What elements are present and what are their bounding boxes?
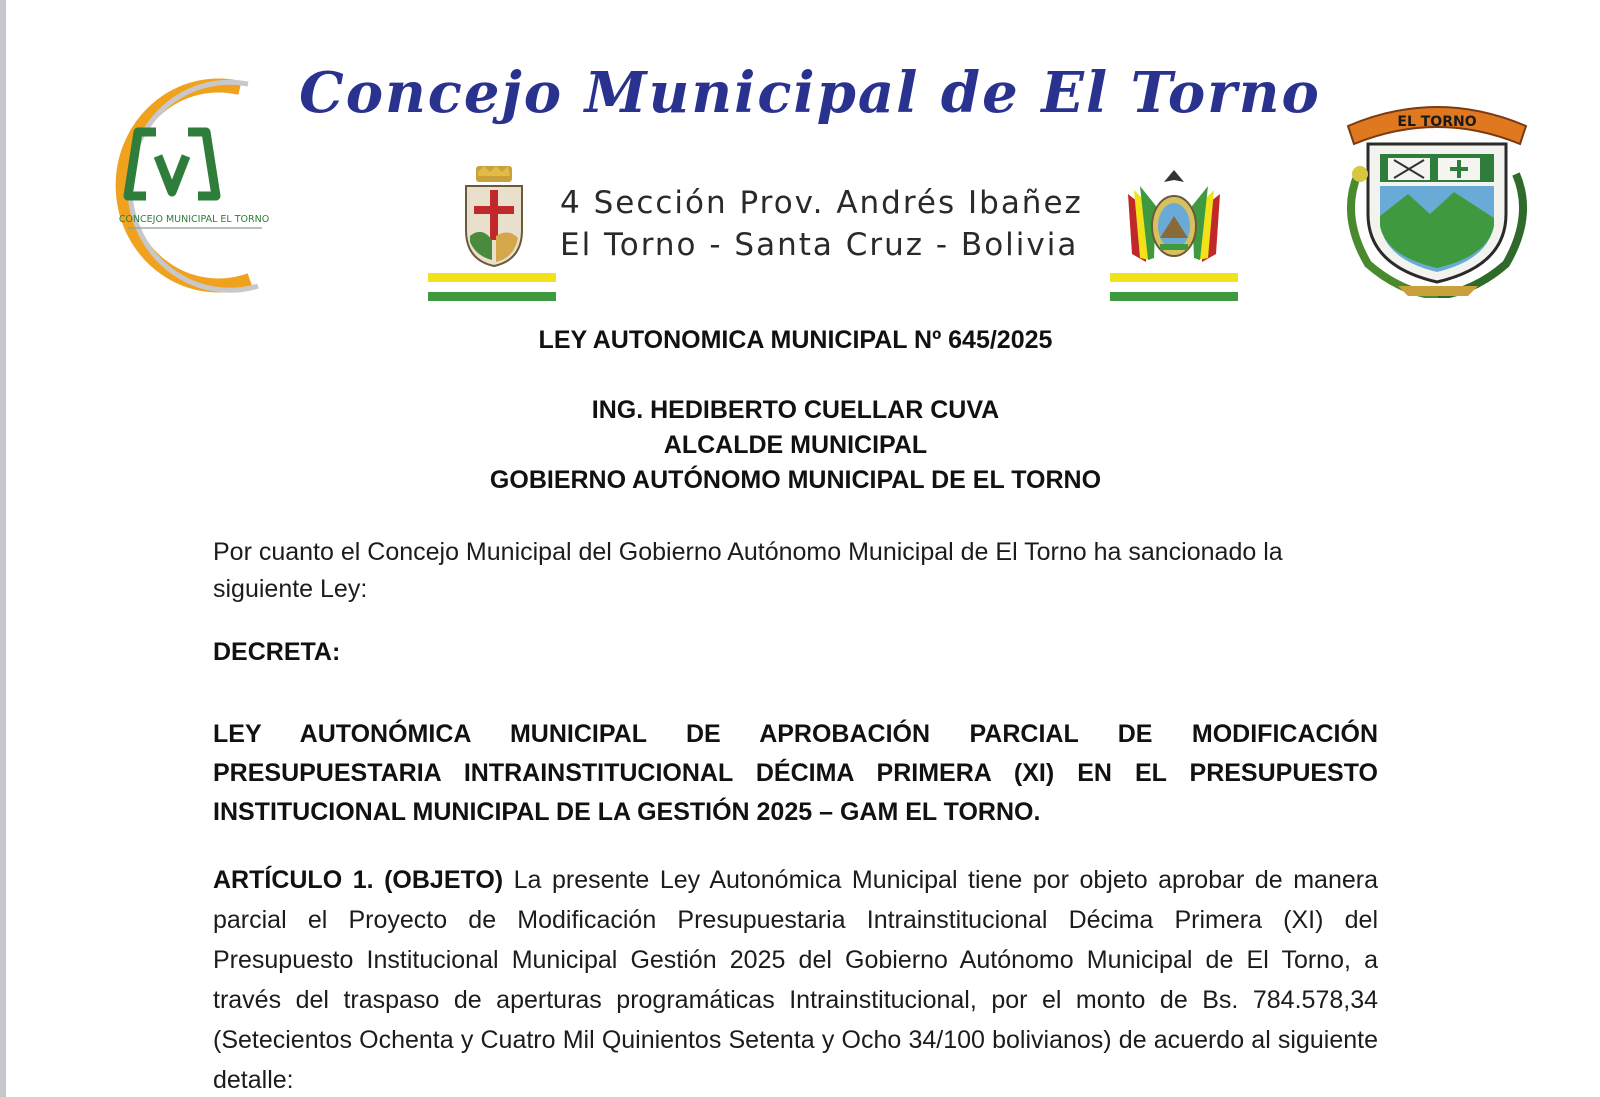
- flag-stripe-right: [1110, 273, 1238, 309]
- concejo-logo-icon: [72, 74, 272, 296]
- authority-block: [213, 393, 1378, 498]
- page-edge: [0, 0, 6, 1097]
- el-torno-crest-icon: [1338, 96, 1536, 298]
- article-1-text: La presente Ley Autonómica Municipal tiene por objeto aprobar de manera parcial el Proyecto de Modificación Presupuestaria Intrainstitucional Décima Primera (XI) del Presupuesto Institucional Municipal Gestión 2025 del Gobierno Autónomo Municipal de El Torno, a través del traspaso de aperturas programáticas Intrainstitucional, por el monto de Bs. 784.578,34 (Setecientos Ochenta y Cuatro Mil Quinientos Setenta y Ocho 34/100 bolivianos) de acuerdo al siguiente detalle:: [213, 866, 1378, 1094]
- institution-title: Concejo Municipal de El Torno: [299, 60, 1321, 126]
- official-role: ALCALDE MUNICIPAL: [663, 431, 928, 459]
- official-name: ING. HEDIBERTO CUELLAR CUVA: [591, 396, 1000, 424]
- law-number: LEY AUTONOMICA MUNICIPAL Nº 645/2025: [538, 326, 1053, 354]
- article-1-heading: ARTÍCULO 1. (OBJETO): [213, 866, 504, 894]
- bolivia-coat-of-arms-icon: [1118, 164, 1230, 272]
- law-title: LEY AUTONÓMICA MUNICIPAL DE APROBACIÓN PARCIAL DE MODIFICACIÓN PRESUPUESTARIA INTRAINSTITUCIONAL DÉCIMA PRIMERA (XI) EN EL PRESUPUESTO INSTITUCIONAL MUNICIPAL DE LA GESTIÓN 2025 – GAM EL TORNO.: [213, 720, 1378, 826]
- intro-paragraph: Por cuanto el Concejo Municipal del Gobierno Autónomo Municipal de El Torno ha sancionado la siguiente Ley:: [213, 538, 1283, 603]
- municipal-shield-icon: [462, 164, 526, 268]
- government-name: GOBIERNO AUTÓNOMO MUNICIPAL DE EL TORNO: [489, 466, 1102, 494]
- subtitle-line-2: El Torno - Santa Cruz - Bolivia: [560, 227, 1079, 263]
- crest-banner-text: EL TORNO: [1397, 114, 1477, 130]
- article-1: [213, 860, 1378, 1097]
- flag-stripe-left: [428, 273, 556, 309]
- logo-label: CONCEJO MUNICIPAL EL TORNO: [118, 214, 270, 225]
- subtitle-line-1: 4 Sección Prov. Andrés Ibañez: [560, 185, 1083, 221]
- decreta-heading: DECRETA:: [213, 638, 341, 666]
- header-subtitle: [560, 182, 1108, 266]
